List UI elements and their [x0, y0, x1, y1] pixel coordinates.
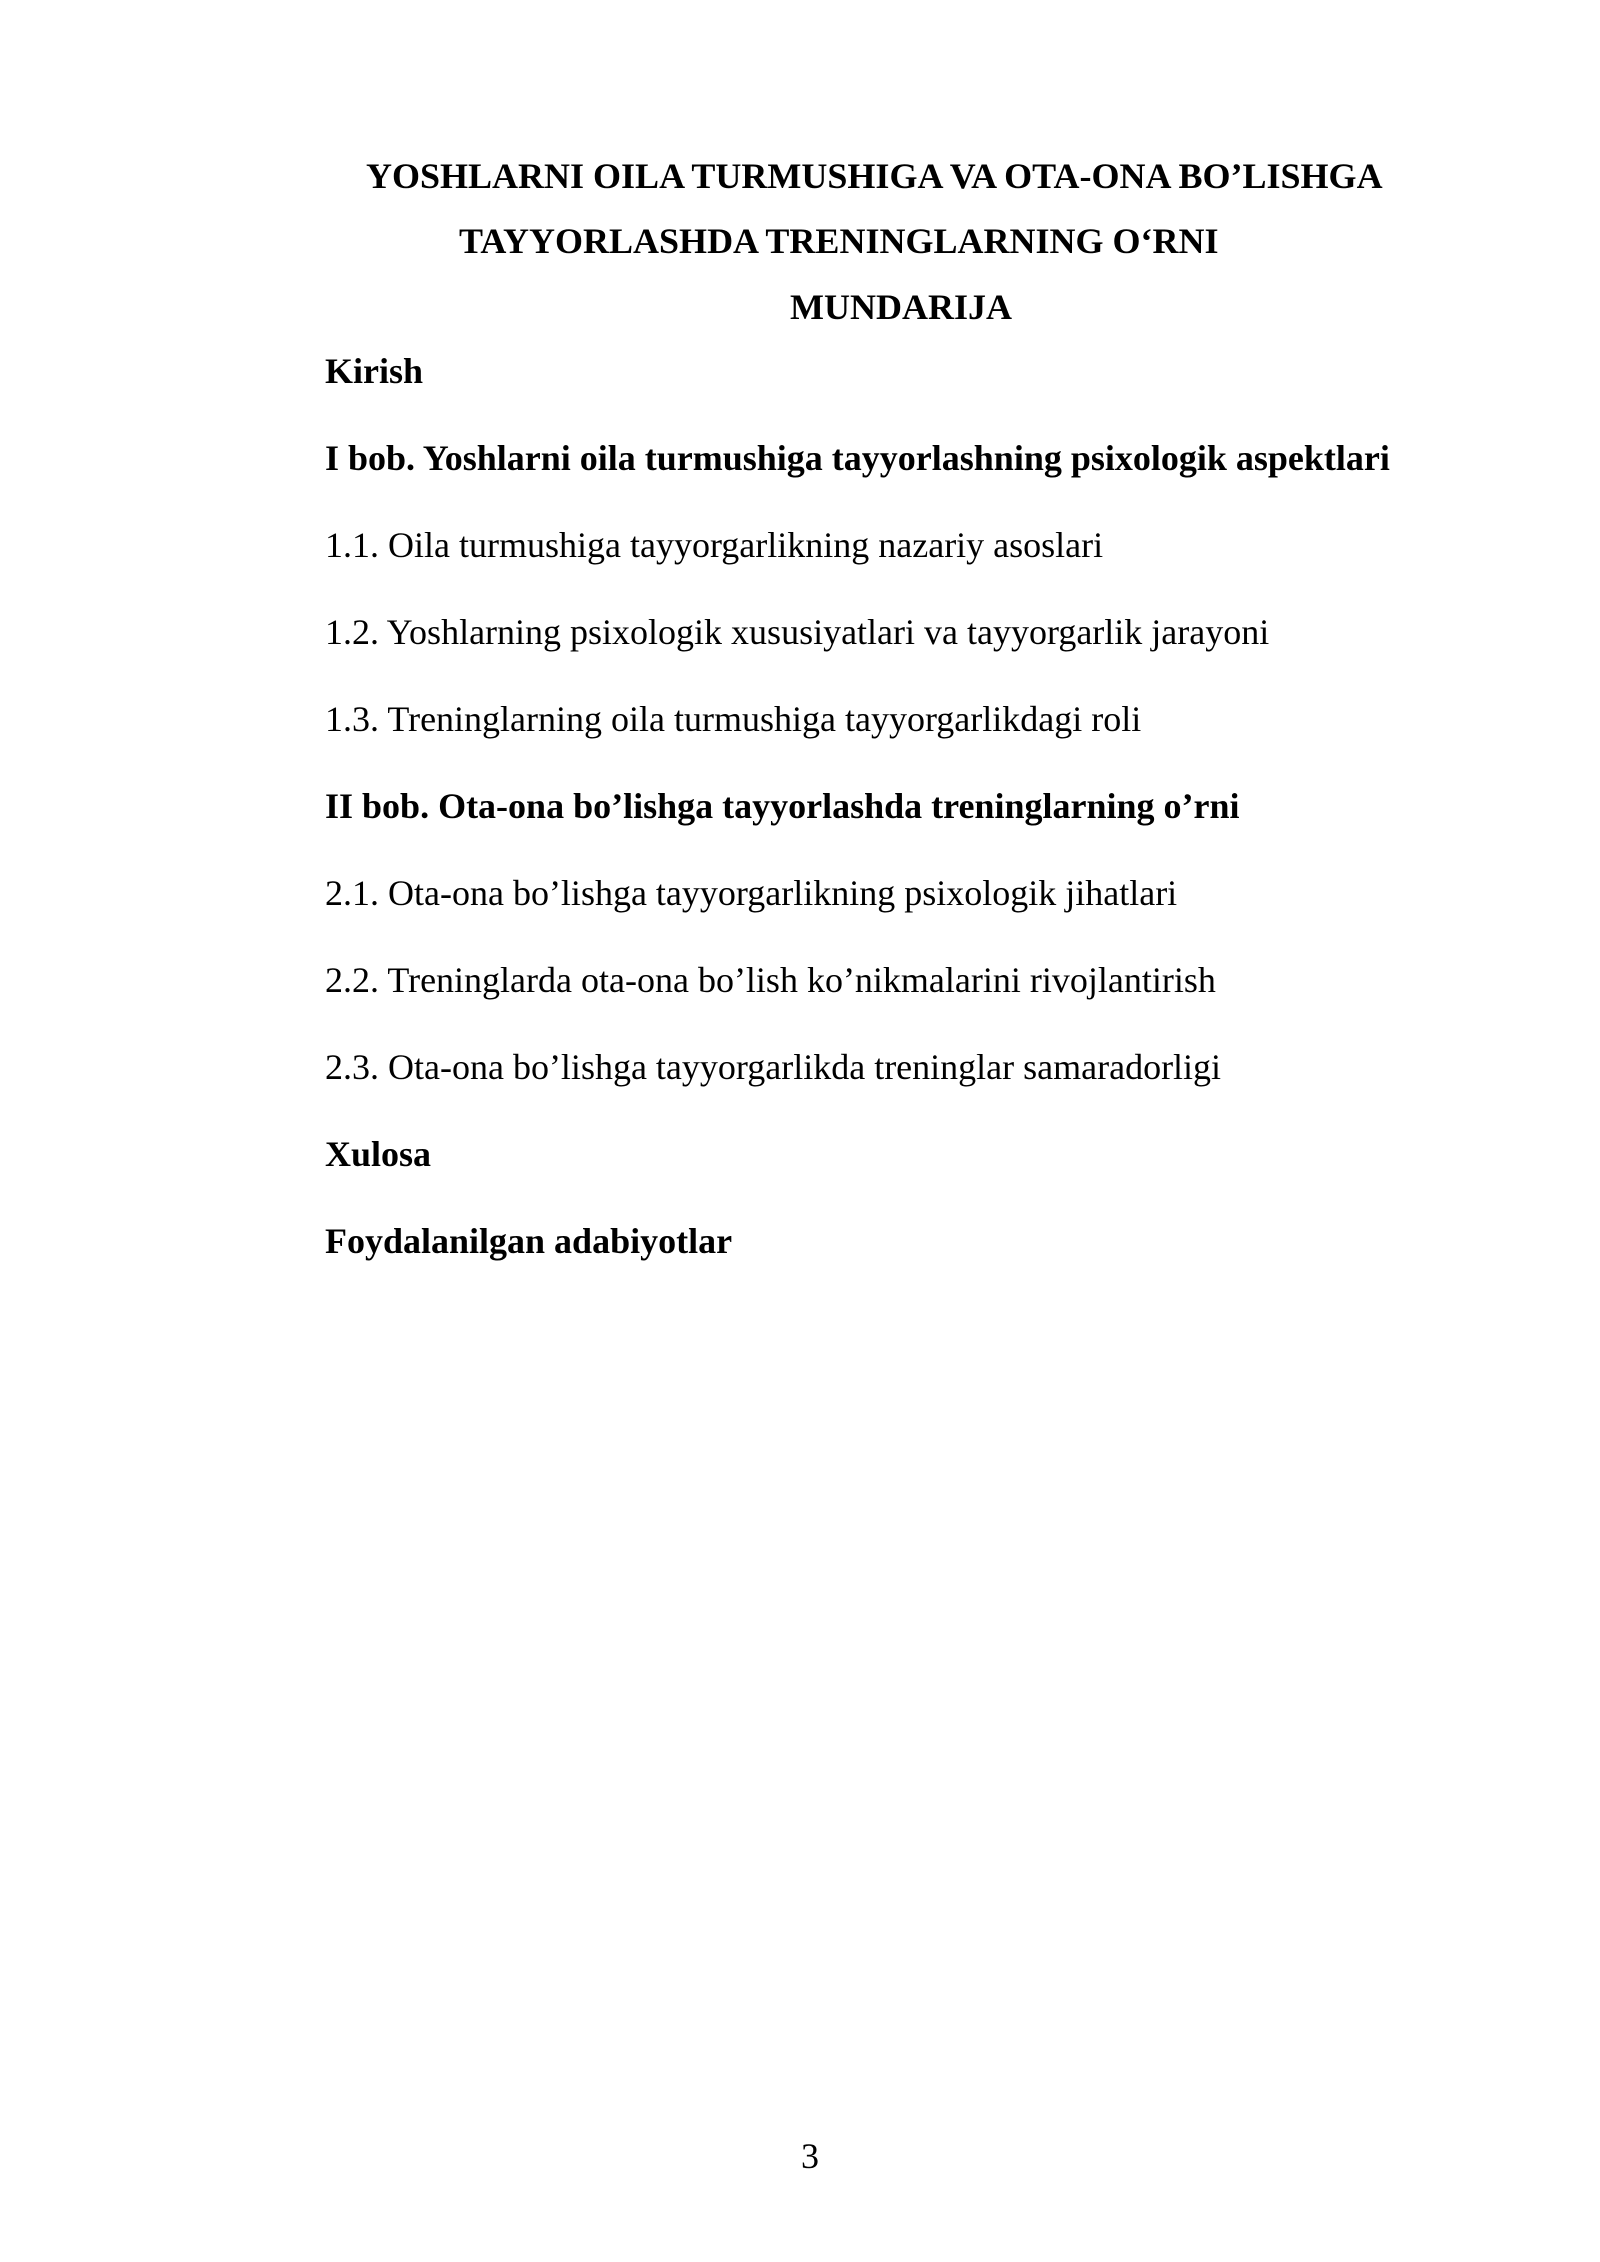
toc-item-conclusion: Xulosa: [325, 1134, 432, 1174]
toc-item-section-1-3: 1.3. Treninglarning oila turmushiga tayyorgarlikdagi roli: [325, 699, 1142, 739]
table-of-contents: [325, 350, 1455, 1307]
toc-item-references: Foydalanilgan adabiyotlar: [325, 1221, 733, 1261]
document-title-line-2: TAYYORLASHDA TRENINGLARNING O‘RNI: [459, 221, 1219, 261]
toc-item-section-2-3: 2.3. Ota-ona bo’lishga tayyorgarlikda treninglar samaradorligi: [325, 1047, 1222, 1087]
toc-item-section-2-1: 2.1. Ota-ona bo’lishga tayyorgarlikning psixologik jihatlari: [325, 873, 1178, 913]
toc-item-section-2-2: 2.2. Treninglarda ota-ona bo’lish ko’nikmalarini rivojlantirish: [325, 960, 1216, 1000]
toc-item-chapter-1: I bob. Yoshlarni oila turmushiga tayyorlashning psixologik aspektlari: [325, 438, 1390, 478]
table-of-contents-heading: MUNDARIJA: [790, 287, 1012, 327]
document-title-line-1: YOSHLARNI OILA TURMUSHIGA VA OTA-ONA BO’LISHGA: [366, 156, 1383, 196]
toc-item-section-1-1: 1.1. Oila turmushiga tayyorgarlikning nazariy asoslari: [325, 525, 1104, 565]
toc-item-chapter-2: II bob. Ota-ona bo’lishga tayyorlashda treninglarning o’rni: [325, 786, 1240, 826]
toc-item-section-1-2: 1.2. Yoshlarning psixologik xususiyatlari va tayyorgarlik jarayoni: [325, 612, 1270, 652]
page-number: 3: [801, 2136, 819, 2176]
toc-item-introduction: Kirish: [325, 351, 424, 391]
